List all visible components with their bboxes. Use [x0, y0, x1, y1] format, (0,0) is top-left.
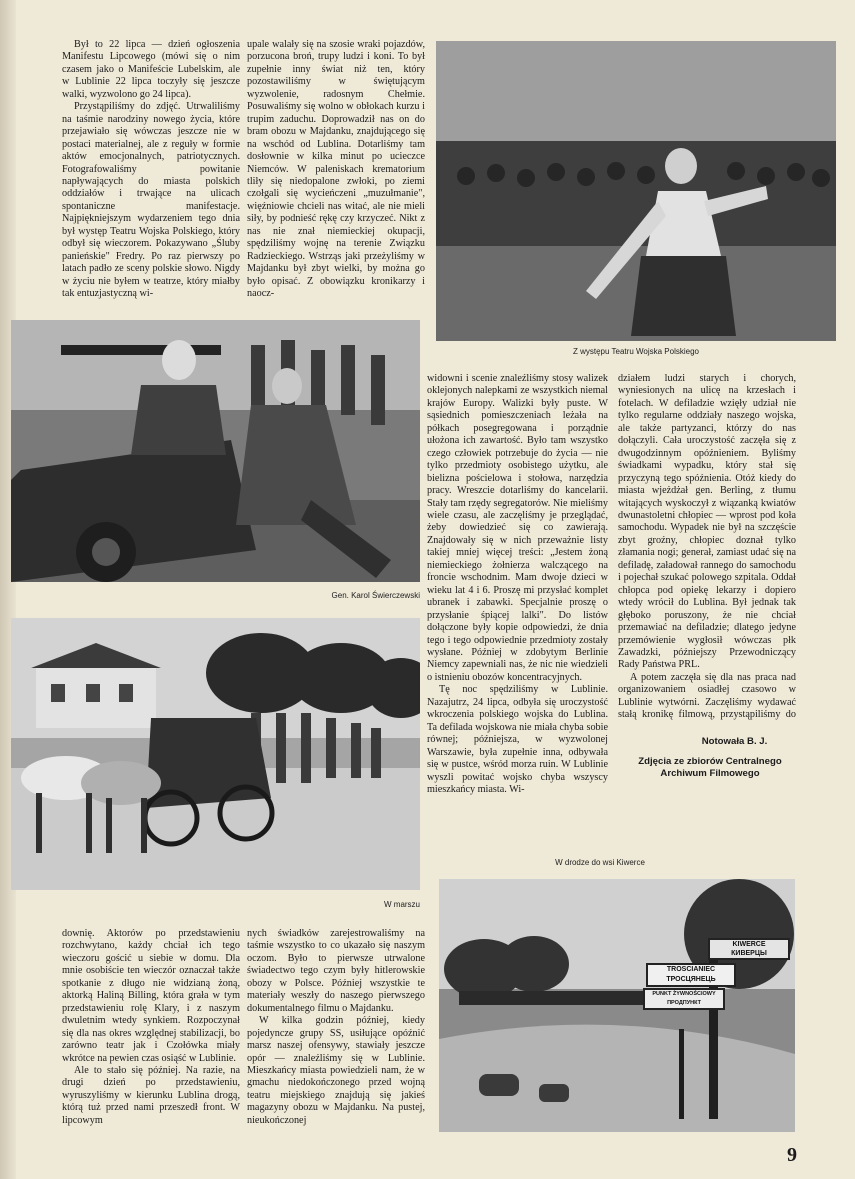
road-to-kiwerce-photo: [439, 879, 795, 1132]
article-column-1-top: [62, 39, 240, 309]
paragraph: downię. Aktorów po przedstawieniu rozchwytano, każdy chciał ich tego wieczoru gościć u siebie w domu. Dla mnie osobiście ten wieczór oznaczał także spotkanie z długo nie widzianą żoną, aktorką Haliną Billing, która grała w tym przedstawieniu rolę Klary, i z naszym dwuletnim wtedy synkiem. Rozpoczynał się dla nas okres względnej stabilizacji, bo zarówno teatr jak i Czołówka miały wkrótce na pewien czas osiąść w Lublinie.: [62, 928, 240, 1064]
author-signature: Notowała B. J.: [701, 736, 768, 747]
signpost-food-point-label: PUNKT ŻYWNOŚCIOWY: [652, 991, 716, 997]
paragraph: upale walały się na szosie wraki pojazdów, porzucona broń, trupy ludzi i koni. To był zupełnie inny świat niż ten, który pozostawiliśmy w świętującym wyzwolenie, radosnym Chełmie. Posuwaliśmy się wolno w obłokach kurzu i trupim zaduchu. Doprowadził nas on do bram obozu w Majdanku, znajdującego się na wschód od Lublina. Dotarliśmy tam dosłownie w kilka minut po ucieczce Niemców. W paleniskach krematorium tliły się niedopalone zwłoki, po ziemi czołgali się wycieńczeni „muzułmanie", więźniowie chcieli nas witać, ale nie mieli siły, by podnieść rękę czy krzyczeć. Nikt z nas nie znał niemieckiej okupacji, spędziliśmy wojnę na terenie Związku Radzieckiego. Wstrząs jaki przeżyliśmy w Majdanku był zbyt wielki, by można go było opisać. Z obowiązku kronikarzy i naocz-: [247, 39, 425, 300]
general-photo-caption: Gen. Karol Świerczewski: [331, 591, 420, 600]
paragraph: nych świadków zarejestrowaliśmy na taśmie wszystko to co ukazało się naszym oczom. Było to pierwsze utrwalone świadectwo tego czym były hitlerowskie obozy w Polsce. Później wszystkie te materiały weszły do naszego pierwszego dokumentalnego filmu o Majdanku.: [247, 928, 425, 1014]
article-column-2-bottom: [247, 928, 425, 1138]
signpost-food-point: [644, 990, 724, 1008]
article-column-3: [427, 373, 608, 866]
page-number: 9: [787, 1144, 797, 1166]
signpost-trosciancec-label: TROSCIANIEC: [666, 966, 716, 973]
paragraph: Przystąpiliśmy do zdjęć. Utrwaliliśmy na taśmie narodziny nowego życia, które przejawiało się wówczas jeszcze nie w postaci materialnej, ale z reguły w formie aktów emocjonalnych, patriotycznych. Fotografowaliśmy powitanie napływających do miasta polskich oddziałów i trwające na ulicach spontaniczne manifestacje. Najpiękniejszym wydarzeniem tego dnia był występ Teatru Wojska Polskiego, który odbył się wieczorem. Pokazywano „Śluby panieńskie" Fredry. Po raz pierwszy po latach padło ze sceny polskie słowo. Nigdy w życiu nie byłem w teatrze, który miałby tak entuzjastyczną wi-: [62, 101, 240, 300]
march-photo: [11, 618, 420, 890]
theatre-photo-caption: Z występu Teatru Wojska Polskiego: [573, 347, 699, 356]
photo-credit-line-1: Zdjęcia ze zbiorów Centralnego: [638, 756, 782, 767]
paragraph: Ale to stało się później. Na razie, na drugi dzień po przedstawieniu, wyruszyliśmy w kierunku Lublina drogą, którą tuż przed nami przeszedł front. W lipcowym: [62, 1064, 240, 1126]
signpost-trosciancec-cyrillic: ТРОСЦЯНЕЦЬ: [666, 976, 716, 983]
general-swierczewski-photo: [11, 320, 420, 582]
signpost-kiwerce-label: KIWERCE: [732, 941, 766, 948]
paragraph: Tę noc spędziliśmy w Lublinie. Nazajutrz, 24 lipca, odbyła się uroczystość wkroczenia polskiego wojska do Lublina. Ta defilada wojskowa nie miała chyba sobie równej; późniejsza, w wyzwolonej Warszawie, była zupełnie inna, odbywała się w pustce, wśród morza ruin. W Lublinie wyszli powitać wojsko chyba wszyscy mieszkańcy miasta. Wi-: [427, 684, 608, 795]
paragraph: Był to 22 lipca — dzień ogłoszenia Manifestu Lipcowego (mówi się o nim czasem jako o Manifeście Lubelskim, ale w Lublinie 22 lipca toczyły się jeszcze walki, wyzwolono go 24 lipca).: [62, 39, 240, 100]
paragraph: A potem zaczęła się dla nas praca nad organizowaniem osiadłej czasowo w Lublinie wytwórni. Zaczęliśmy wydawać stałą kronikę filmową, przystąpiliśmy do: [618, 671, 796, 720]
paragraph: W kilka godzin później, kiedy pojedyncze grupy SS, usiłujące opóźnić marsz naszej ofensywy, stawiały jeszcze opór — znaleźliśmy się w Lublinie. Mieszkańcy miasta powiedzieli nam, że w gmachu niedokończonego przed wojną teatru miejskiego znajdują się jakieś magazyny obozu w Majdanku. Na pustej, nieukończonej: [247, 1015, 425, 1126]
paragraph: widowni i scenie znaleźliśmy stosy walizek oklejonych nalepkami ze wszystkich niemal krajów Europy. Walizki były puste. W sąsiednich pomieszczeniach leżała na półkach posegregowana i porządnie ułożona ich zawartość. Było tam wszystko czego człowiek potrzebuje do życia — nie tylko przedmioty osobistego użytku, ale bielizna pościelowa i stołowa, narzędzia pracy. Wreszcie dotarliśmy do kancelarii. Stały tam rzędy segregatorów. Nie mieliśmy wiele czasu, ale zaczęliśmy je przeglądać, żeby dowiedzieć się co zawierają. Znajdowały się w nich przeważnie listy takiej mniej więcej treści: „Jestem żoną niemieckiego żołnierza walczącego na froncie wschodnim. Mam dwoje dzieci w wieku lat 4 i 6. Proszę mi przysłać komplet ubranek i zabawki. Specjalnie proszę o przysłanie śpiącej lalki". Do listów dołączone były kopie odpowiedzi, że dnia tego i tego odpowiednie przedmioty zostały wysłane. Później w zdobytym Berlinie Niemcy zapewniali nas, że nic nie wiedzieli o istnieniu obozów koncentracyjnych.: [427, 373, 608, 683]
signpost-kiwerce-cyrillic: КИВЕРЦЫ: [731, 950, 767, 957]
signpost-kiwerce: [709, 940, 789, 958]
signpost-food-point-cyrillic: ПРОДПУНКТ: [667, 1000, 701, 1006]
paragraph: działem ludzi starych i chorych, wyniesionych na ulicę na krzesłach i fotelach. W defiladzie wzięły udział nie tylko regularne oddziały naszego wojska, ale także partyzanci, którzy do nas dołączyli. Cała uroczystość zaczęła się z dwugodzinnym opóźnieniem. Byliśmy świadkami wypadku, który stał się przyczyną tego spóźnienia. Otóż kiedy do miasta wjeżdżał gen. Berling, z tłumu witających wyskoczył z wiązanką kwiatów dwunastoletni chłopiec — wprost pod koła samochodu. Wypadek nie był na szczęście zbyt groźny, chłopiec doznał tylko złamania nogi; generał, zamiast udać się na defiladę, załadował rannego do samochodu i pojechał szukać polowego szpitala. Oddał chłopca pod opiekę lekarzy i dopiero wtedy wrócił do Lublina. Był jednak tak głęboko poruszony, że nie chciał przemawiać na defiladzie; dlatego jedyne przemówienie wygłosił wówczas płk Zawadzki, późniejszy Przewodniczący Rady Państwa PRL.: [618, 373, 796, 671]
theatre-performance-photo: [436, 41, 836, 341]
article-column-2-top: [247, 39, 425, 309]
page-gutter: [0, 0, 16, 1179]
article-column-4: [618, 373, 796, 720]
road-photo-caption: W drodze do wsi Kiwerce: [555, 858, 645, 867]
signpost-trosciancec: [647, 965, 735, 985]
march-photo-caption: W marszu: [384, 900, 420, 909]
article-column-1-bottom: [62, 928, 240, 1138]
photo-credit-line-2: Archiwum Filmowego: [660, 768, 760, 779]
